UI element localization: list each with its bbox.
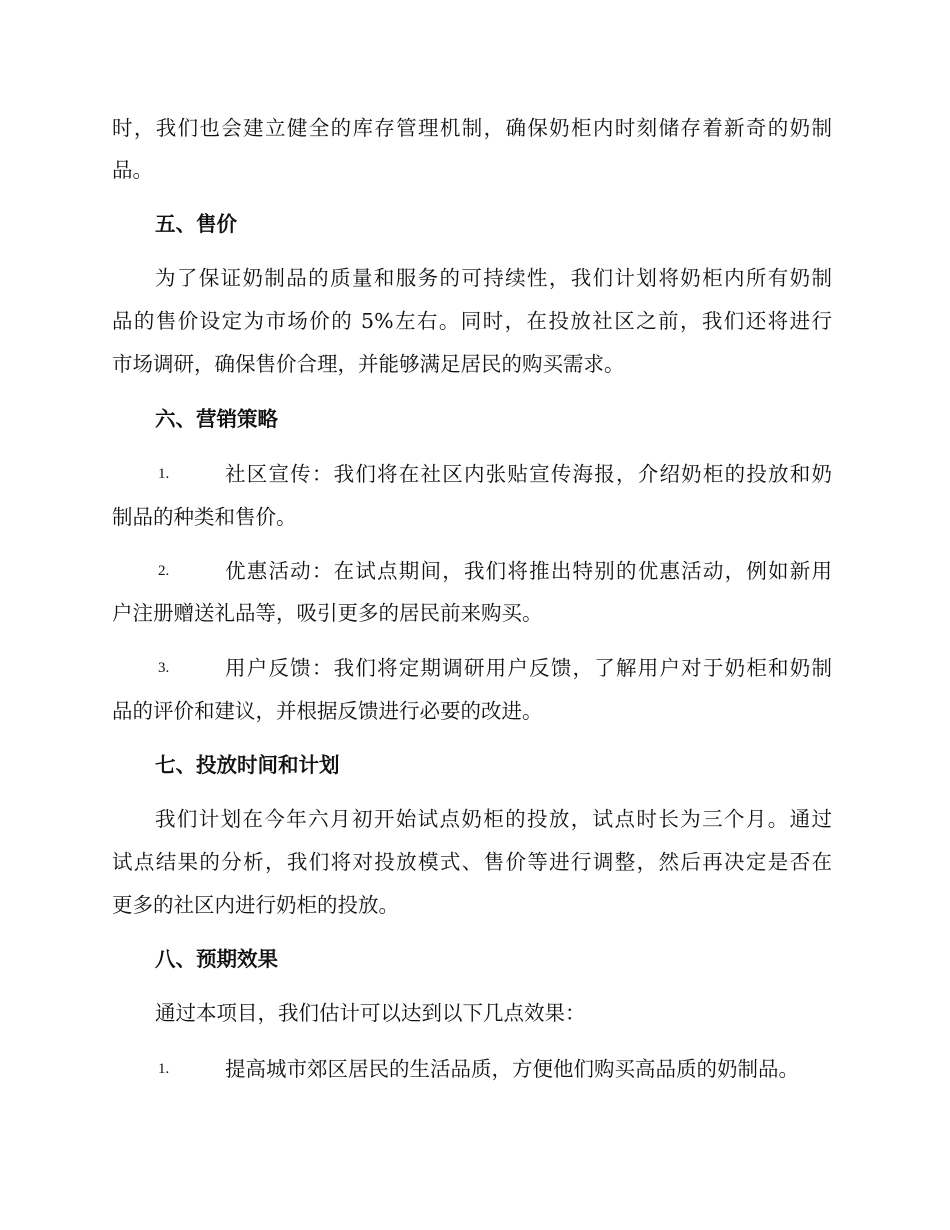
paragraph-line: 时，我们也会建立健全的库存管理机制，确保奶柜内时刻储存着新奇的奶制 [112, 116, 832, 140]
paragraph-line: 市场调研，确保售价合理，并能够满足居民的购买需求。 [112, 352, 625, 376]
section-heading-marketing: 六、营销策略 [155, 407, 278, 431]
list-item-number: 2. [158, 563, 170, 579]
list-item-line: 提高城市郊区居民的生活品质，方便他们购买高品质的奶制品。 [225, 1057, 799, 1081]
list-item-line: 户注册赠送礼品等，吸引更多的居民前来购买。 [112, 601, 543, 625]
section-heading-schedule: 七、投放时间和计划 [155, 753, 340, 777]
list-item-line: 用户反馈：我们将定期调研用户反馈，了解用户对于奶柜和奶制 [225, 656, 832, 680]
paragraph-line: 品。 [112, 158, 153, 182]
list-item-line: 社区宣传：我们将在社区内张贴宣传海报，介绍奶柜的投放和奶 [225, 462, 832, 486]
list-item-line: 制品的种类和售价。 [112, 505, 297, 529]
list-item-number: 1. [158, 1061, 170, 1077]
section-heading-price: 五、售价 [155, 212, 237, 236]
list-item-number: 1. [158, 466, 170, 482]
list-item-number: 3. [158, 660, 170, 676]
list-item-line: 品的评价和建议，并根据反馈进行必要的改进。 [112, 699, 543, 723]
paragraph-line: 为了保证奶制品的质量和服务的可持续性，我们计划将奶柜内所有奶制 [155, 266, 832, 290]
paragraph-line: 我们计划在今年六月初开始试点奶柜的投放，试点时长为三个月。通过 [155, 807, 832, 831]
section-heading-expected-results: 八、预期效果 [155, 947, 278, 971]
list-item-line: 优惠活动：在试点期间，我们将推出特别的优惠活动，例如新用 [225, 559, 832, 583]
paragraph-line: 品的售价设定为市场价的 5%左右。同时，在投放社区之前，我们还将进行 [112, 309, 832, 333]
paragraph-line: 试点结果的分析，我们将对投放模式、售价等进行调整，然后再决定是否在 [112, 850, 832, 874]
paragraph-line: 更多的社区内进行奶柜的投放。 [112, 893, 399, 917]
paragraph-line: 通过本项目，我们估计可以达到以下几点效果： [155, 1001, 586, 1025]
